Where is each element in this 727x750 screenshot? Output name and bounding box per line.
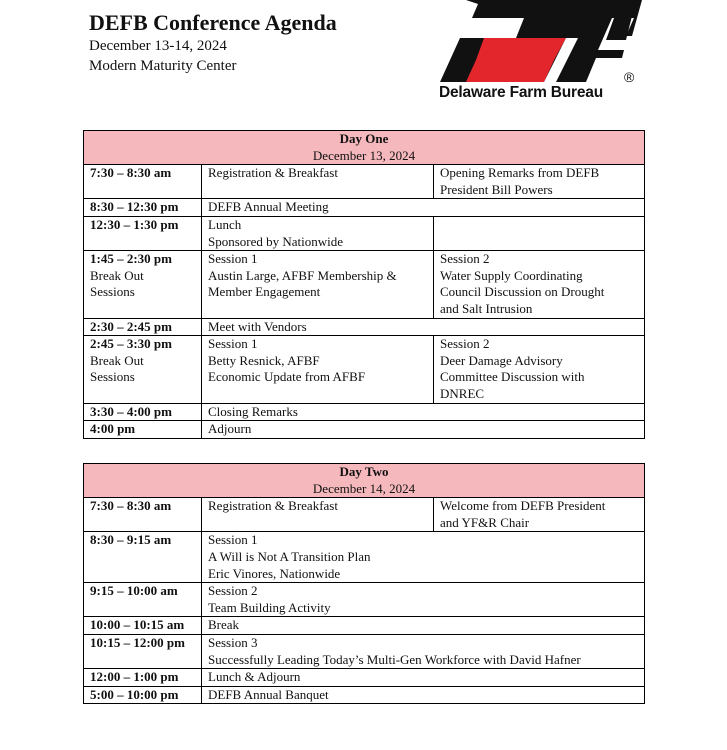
event-cell-left <box>202 165 434 199</box>
agenda-row <box>84 336 645 403</box>
event-right-line: President Bill Powers <box>440 181 553 197</box>
event-left-line: Economic Update from AFBF <box>208 369 366 385</box>
time-cell <box>84 336 202 403</box>
agenda-row <box>84 403 645 421</box>
logo-registered-mark: ® <box>624 69 635 85</box>
event-left-line: Member Engagement <box>208 284 321 300</box>
time-cell <box>84 617 202 635</box>
event-cell <box>202 669 645 687</box>
event-left-line: Registration & Breakfast <box>208 165 338 181</box>
time-note: Sessions <box>90 284 135 300</box>
event-cell <box>202 617 645 635</box>
event-line: Team Building Activity <box>208 599 331 615</box>
event-right-line: Session 2 <box>440 251 490 267</box>
agenda-row <box>84 669 645 687</box>
time-label: 5:00 – 10:00 pm <box>90 686 179 702</box>
event-cell <box>202 199 645 217</box>
time-cell <box>84 165 202 199</box>
event-line: Eric Vinores, Nationwide <box>208 565 341 581</box>
event-line: Session 3 <box>208 634 258 650</box>
event-right-line: Committee Discussion with <box>440 369 585 385</box>
agenda-row <box>84 216 645 250</box>
time-note: Sessions <box>90 369 135 385</box>
time-cell <box>84 216 202 250</box>
event-line: Lunch & Adjourn <box>208 669 301 685</box>
time-cell <box>84 421 202 439</box>
event-cell <box>202 403 645 421</box>
event-cell-right <box>434 165 645 199</box>
agenda-row <box>84 199 645 217</box>
time-label: 10:00 – 10:15 am <box>90 617 185 633</box>
conference-venue: Modern Maturity Center <box>89 58 237 74</box>
conference-dates: December 13-14, 2024 <box>89 38 227 54</box>
day-header-cell <box>84 464 645 498</box>
event-cell <box>202 532 645 583</box>
event-line: Adjourn <box>208 421 252 437</box>
event-left-line: Betty Resnick, AFBF <box>208 352 320 368</box>
day-one-agenda-table <box>83 130 645 439</box>
time-label: 12:30 – 1:30 pm <box>90 216 179 232</box>
event-left-line: Austin Large, AFBF Membership & <box>208 267 397 283</box>
event-cell <box>202 421 645 439</box>
agenda-row <box>84 686 645 704</box>
day-heading: Day One <box>339 131 389 146</box>
day-two-agenda-table <box>83 463 645 704</box>
event-cell <box>202 318 645 336</box>
time-label: 1:45 – 2:30 pm <box>90 251 172 267</box>
day-heading: Day Two <box>339 464 389 479</box>
agenda-row <box>84 251 645 318</box>
event-cell <box>202 686 645 704</box>
event-right-line: Opening Remarks from DEFB <box>440 165 600 181</box>
time-label: 8:30 – 12:30 pm <box>90 199 179 215</box>
event-right-line: Council Discussion on Drought <box>440 284 605 300</box>
time-note: Break Out <box>90 352 144 368</box>
event-cell-left <box>202 216 434 250</box>
event-cell-right <box>434 251 645 318</box>
event-line: Break <box>208 617 240 633</box>
time-cell <box>84 583 202 617</box>
event-line: Session 2 <box>208 583 258 599</box>
agenda-row <box>84 634 645 668</box>
event-line: Successfully Leading Today’s Multi-Gen Workforce with David Hafner <box>208 651 581 667</box>
event-right-line: Session 2 <box>440 336 490 352</box>
agenda-row <box>84 583 645 617</box>
time-label: 4:00 pm <box>90 421 136 437</box>
event-right-line: and Salt Intrusion <box>440 300 533 316</box>
event-right-line: Deer Damage Advisory <box>440 352 563 368</box>
time-label: 7:30 – 8:30 am <box>90 498 172 514</box>
day-date: December 14, 2024 <box>312 480 416 496</box>
event-left-line: Lunch <box>208 216 242 232</box>
event-right-line: Water Supply Coordinating <box>440 267 583 283</box>
time-cell <box>84 498 202 532</box>
day-header-cell <box>84 131 645 165</box>
day-header-row <box>84 464 645 498</box>
event-cell <box>202 583 645 617</box>
event-cell-right <box>434 216 645 250</box>
event-left-line: Registration & Breakfast <box>208 498 338 514</box>
agenda-title: DEFB Conference Agenda <box>89 10 337 35</box>
time-label: 12:00 – 1:00 pm <box>90 669 179 685</box>
time-cell <box>84 686 202 704</box>
agenda-row <box>84 318 645 336</box>
time-cell <box>84 199 202 217</box>
event-left-line: Sponsored by Nationwide <box>208 233 344 249</box>
time-label: 2:30 – 2:45 pm <box>90 318 172 334</box>
event-line: A Will is Not A Transition Plan <box>208 548 371 564</box>
event-right-line: DNREC <box>440 385 485 401</box>
event-left-line: Session 1 <box>208 251 258 267</box>
time-cell <box>84 634 202 668</box>
time-label: 9:15 – 10:00 am <box>90 583 178 599</box>
agenda-row <box>84 421 645 439</box>
day-header-row <box>84 131 645 165</box>
event-line: DEFB Annual Meeting <box>208 199 329 215</box>
event-right-line: Welcome from DEFB President <box>440 498 606 514</box>
time-cell <box>84 403 202 421</box>
time-label: 8:30 – 9:15 am <box>90 532 172 548</box>
event-left-line: Session 1 <box>208 336 258 352</box>
event-cell-left <box>202 498 434 532</box>
event-line: Session 1 <box>208 532 258 548</box>
time-label: 3:30 – 4:00 pm <box>90 403 172 419</box>
agenda-row <box>84 498 645 532</box>
event-cell-left <box>202 336 434 403</box>
logo-wordmark: Delaware Farm Bureau <box>439 84 603 101</box>
event-cell-left <box>202 251 434 318</box>
time-note: Break Out <box>90 267 144 283</box>
time-cell <box>84 669 202 687</box>
event-line: Meet with Vendors <box>208 318 307 334</box>
event-cell <box>202 634 645 668</box>
time-label: 2:45 – 3:30 pm <box>90 336 172 352</box>
time-cell <box>84 251 202 318</box>
agenda-row <box>84 532 645 583</box>
agenda-row <box>84 617 645 635</box>
event-cell-right <box>434 336 645 403</box>
time-label: 10:15 – 12:00 pm <box>90 634 185 650</box>
event-line: Closing Remarks <box>208 403 298 419</box>
event-line: DEFB Annual Banquet <box>208 686 329 702</box>
time-label: 7:30 – 8:30 am <box>90 165 172 181</box>
agenda-row <box>84 165 645 199</box>
day-date: December 13, 2024 <box>312 147 416 163</box>
event-right-line: and YF&R Chair <box>440 514 530 530</box>
time-cell <box>84 532 202 583</box>
time-cell <box>84 318 202 336</box>
event-cell-right <box>434 498 645 532</box>
